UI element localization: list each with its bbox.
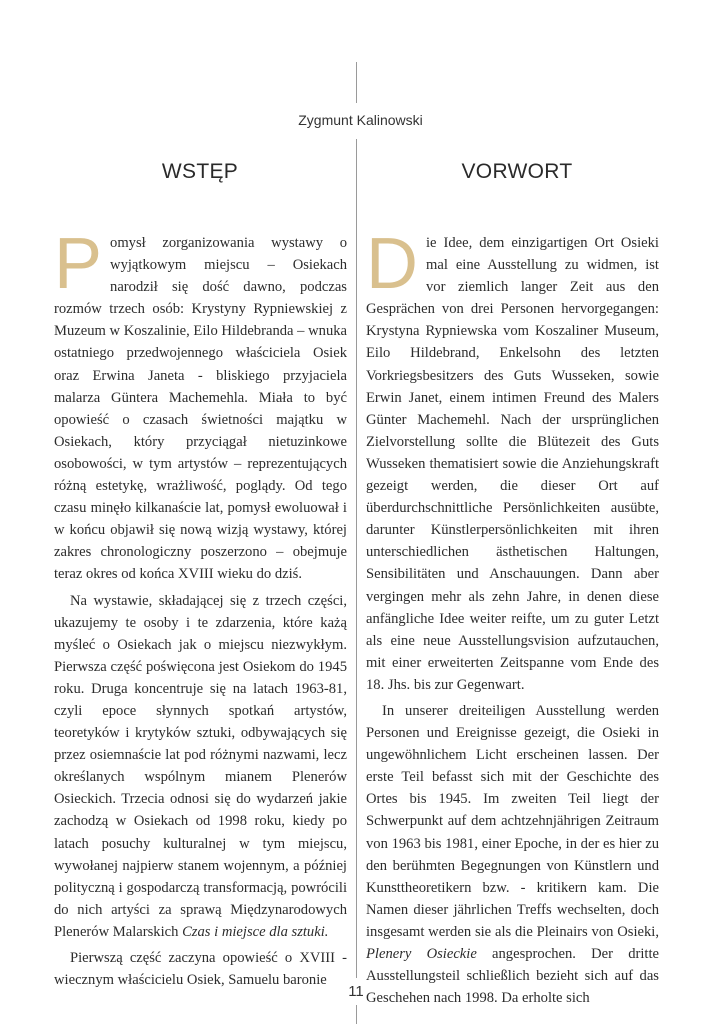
paragraph-polish-2-italic: Czas i miejsce dla sztuki. [182,923,329,940]
paragraph-polish-1 [54,224,348,586]
paragraph-german-1 [366,224,659,696]
column-divider-bottom [356,1005,357,1024]
paragraph-german-2-text: In unserer dreiteiligen Ausstellung werden Personen und Ereignisse gezeigt, die Osieki in ungewöhnlichem Licht erscheinen lassen. Der erste Teil befasst sich mit der Geschichte des Ortes bis 1945. Im zweiten Teil liegt der Schwerpunkt auf dem achtzehnjährigen Zeitraum von 1963 bis 1981, einer Epoche, in der es hier zu den berühmten Begegnungen von Künstlern und Kunsttheoretikern bzw. - kritikern kam. Die Namen dieser jährlichen Treffs wechselten, doch insgesamt werden sie als die Pleinairs von Osieki, [366,702,659,940]
paragraph-german-2-italic: Plenery Osieckie [366,946,477,962]
paragraph-polish-1-text: omysł zorganizowania wystawy o wyjątkowym miejscu – Osiekach narodził się dość dawno, podczas rozmów trzech osób: Krystyny Rypniewskiej z Muzeum w Koszalinie, Eilo Hildebranda – wnuka ostatniego przedwojennego właściciela Osiek oraz Erwina Janeta - bliskiego przyjaciela malarza Güntera Machemehla. Miała to być opowieść o czasach świetności majątku w Osiekach, który przyciągał nietuzinkowe osobowości, w tym artystów – reprezentujących różną estetykę, wrażliwość, poglądy. Od tego czasu minęło kilkanaście lat, pomysł ewoluował i w końcu objawił się nową wizją wystawy, której zakres chronologiczny poszerzono – obejmuje teraz okres od końca XVIII wieku do dziś. [54,235,348,583]
heading-german: VORWORT [461,160,573,183]
dropcap-german: D [366,224,418,304]
paragraph-polish-3: Pierwszą część zaczyna opowieść o XVIII -wiecznym właścicielu Osiek, Samuelu baronie [54,950,347,989]
column-german [366,224,660,1009]
paragraph-polish-2 [54,590,347,944]
heading-polish: WSTĘP [161,160,239,183]
paragraph-german-2 [366,700,659,1009]
paragraph-german-1-text: ie Idee, dem einzigartigen Ort Osieki mal eine Ausstellung zu widmen, ist vor ziemlich langer Zeit aus den Gesprächen von drei Personen hervorgegangen: Krystyna Rypniewska vom Koszaliner Museum, Eilo Hildebrand, Enkelsohn des letzten Vorkriegsbesitzers des Guts Wusseken, sowie Erwin Janet, einem intimen Freund des Malers Günter Machemehl. Nach der ursprünglichen Zielvorstellung sollte die Blütezeit des Guts Wusseken thematisiert sowie die Anziehungskraft gezeigt werden, die dieser Ort auf überdurchschnittliche Persönlichkeiten ausübte, darunter Künstlerpersönlichkeiten mit ihren unterschiedlichen ästhetischen Haltungen, Sensibilitäten und Anschauungen. Dann aber vergingen mehr als zehn Jahre, in denen diese anfängliche Idee weiter reifte, um zu guter Letzt als eine neue Ausstellungsvision aufzutauchen, mit einer erweiterten Zeitspanne vom Ende des 18. Jhs. bis zur Gegenwart. [366,235,659,693]
column-polish [54,224,348,991]
column-divider [356,139,357,978]
paragraph-german-2-end: angesprochen. Der dritte Ausstellungsteil schließlich bezieht sich auf das Geschehen nach 1998. Da erholte sich [366,946,660,1007]
column-divider-top [356,62,357,103]
paragraph-polish-2-text: Na wystawie, składającej się z trzech części, ukazujemy te osoby i te zdarzenia, które każą myśleć o Osiekach jak o miejscu niezwykłym. Pierwsza część poświęcona jest Osiekom do 1945 roku. Druga koncentruje się na latach 1963-81, czyli epoce słynnych spotkań artystów, teoretyków i krytyków sztuki, odbywających się przez osiemnaście lat pod różnymi nazwami, lecz określanych wspólnym mianem Plenerów Osieckich. Trzecia odnosi się do wydarzeń jakie zachodzą w Osiekach od 1998 roku, kiedy po latach posuchy kulturalnej w tym miejscu, wywołanej najpierw stanem wojennym, a później polityczną i gospodarczą transformacją, powrócili do nich artyści za sprawą Międzynarodowych Plenerów Malarskich [54,592,347,940]
page-number: 11 [348,983,364,1000]
author-name: Zygmunt Kalinowski [298,112,423,128]
dropcap-polish: P [54,224,103,304]
